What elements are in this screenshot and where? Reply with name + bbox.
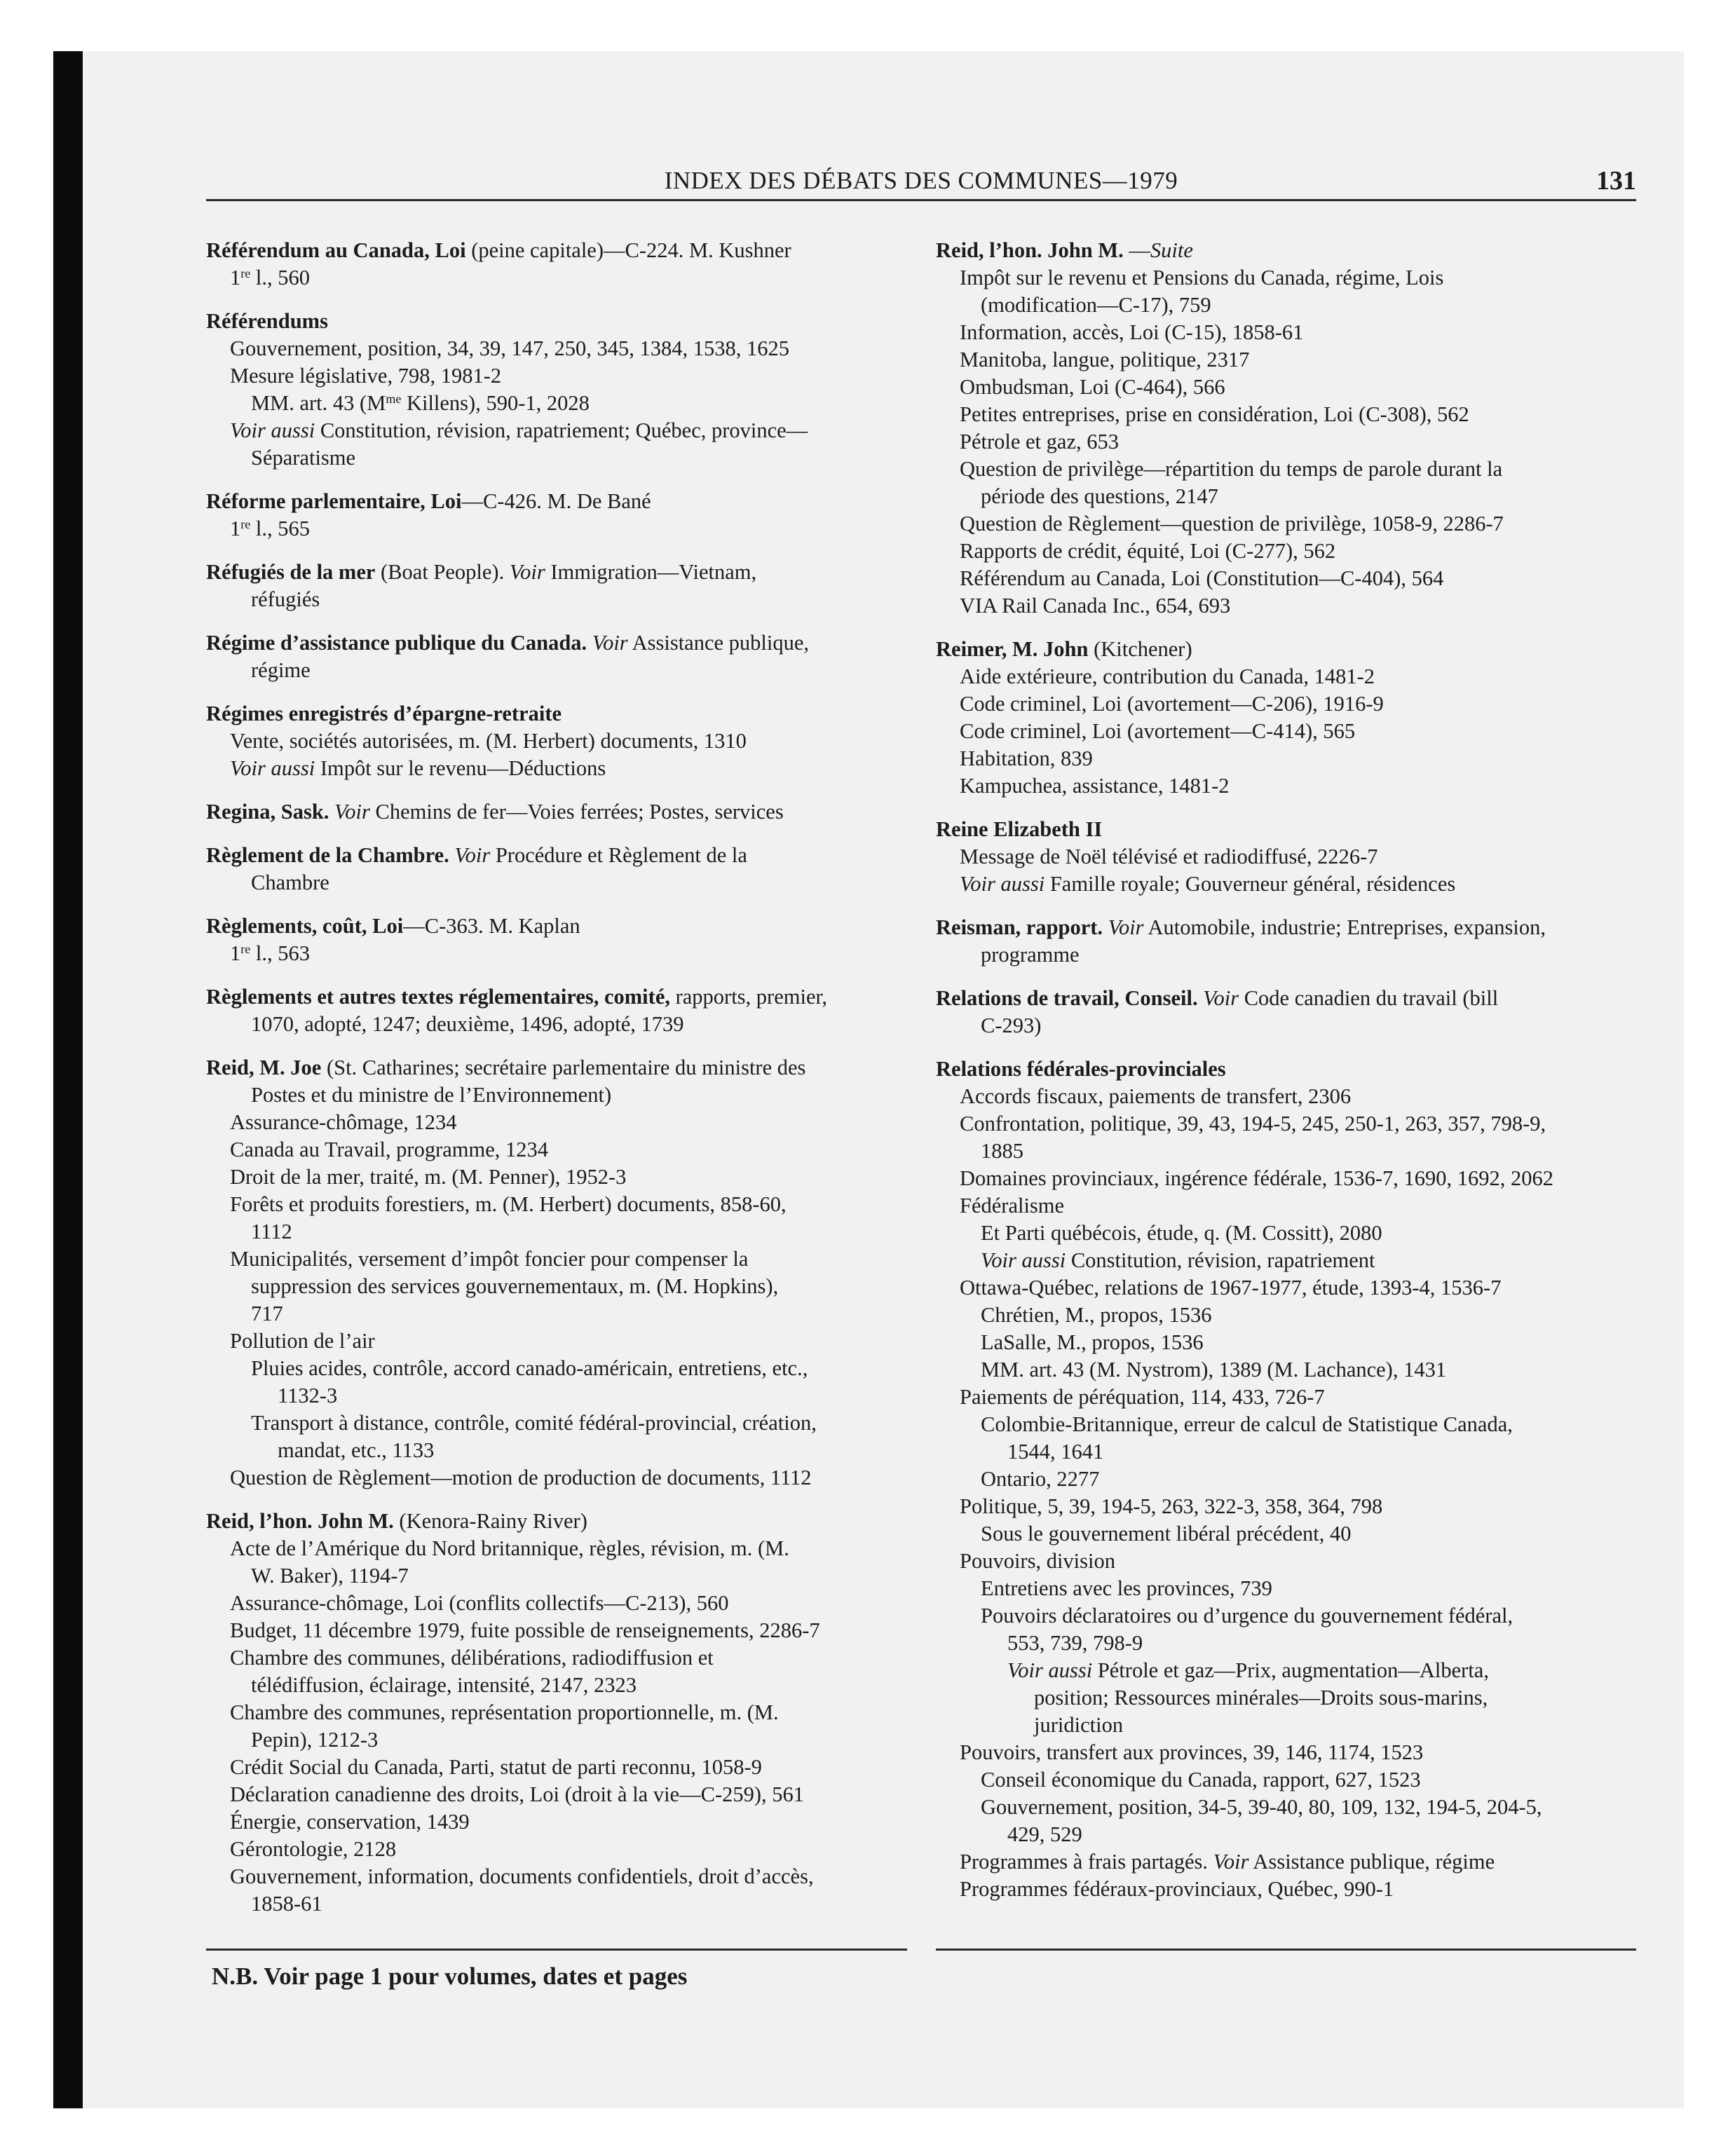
index-entry-line: [206, 1082, 925, 1109]
entry-text: juridiction: [1034, 1713, 1124, 1737]
entry-text: 1: [230, 941, 241, 965]
entry-heading: Règlements, coût, Loi: [206, 914, 404, 938]
index-entry-line: [936, 1329, 1640, 1356]
entry-text: 1070, adopté, 1247; deuxième, 1496, adopté, 1739: [251, 1012, 684, 1036]
entry-text: Assurance-chômage, Loi (conflits collectifs—C-213), 560: [230, 1591, 729, 1615]
cross-reference-label: Voir aussi: [1007, 1658, 1093, 1682]
entry-text: Chambre: [251, 871, 329, 894]
entry-text: Déclaration canadienne des droits, Loi (droit à la vie—C-259), 561: [230, 1782, 805, 1806]
entry-heading: Reid, M. Joe: [206, 1056, 322, 1079]
entry-heading: Reid, l’hon. John M.: [206, 1509, 394, 1533]
index-entry-heading-line: [206, 559, 925, 586]
index-entry-line: [936, 1384, 1640, 1411]
index-entry-line: [206, 1672, 925, 1699]
entry-text: Postes et du ministre de l’Environnement): [251, 1083, 612, 1107]
index-entry: [206, 629, 925, 684]
page-number: 131: [1596, 166, 1636, 196]
entry-text: Automobile, industrie; Entreprises, expansion,: [1143, 915, 1546, 939]
index-entry: [206, 842, 925, 896]
index-entry-line: [206, 1562, 925, 1590]
index-entry-line: [206, 515, 925, 543]
entry-text: programme: [981, 943, 1080, 967]
entry-text: 717: [251, 1302, 283, 1325]
index-entry-line: [936, 292, 1640, 319]
entry-text: Gouvernement, position, 34, 39, 147, 250, 345, 1384, 1538, 1625: [230, 336, 790, 360]
index-entry-heading-line: [936, 1056, 1640, 1083]
index-entry-line: [206, 1644, 925, 1672]
entry-text: Kampuchea, assistance, 1481-2: [960, 774, 1230, 798]
entry-heading: Règlements et autres textes réglementaires, comité,: [206, 985, 670, 1009]
index-entry: [206, 983, 925, 1038]
entry-text: Droit de la mer, traité, m. (M. Penner), 1952-3: [230, 1165, 627, 1189]
index-entry-heading-line: [206, 629, 925, 657]
index-entry-line: [936, 1821, 1640, 1848]
entry-text: Pouvoirs déclaratoires ou d’urgence du gouvernement fédéral,: [981, 1604, 1513, 1628]
entry-text: Pétrole et gaz—Prix, augmentation—Alberta,: [1092, 1658, 1489, 1682]
index-entry-line: [206, 1754, 925, 1781]
index-entry-line: [206, 1164, 925, 1191]
index-entry: [206, 488, 925, 543]
index-entry-heading-line: [206, 983, 925, 1011]
entry-text: Forêts et produits forestiers, m. (M. Herbert) documents, 858-60,: [230, 1192, 787, 1216]
entry-text: Chambre des communes, délibérations, radiodiffusion et: [230, 1646, 714, 1670]
entry-text: (Kenora-Rainy River): [393, 1509, 587, 1533]
index-entry-line: [936, 1602, 1640, 1630]
index-entry-line: [206, 1328, 925, 1355]
footer-rule-right: [936, 1949, 1636, 1951]
entry-text: Assistance publique, régime: [1248, 1850, 1495, 1874]
index-entry-line: [206, 1109, 925, 1136]
index-entry-line: [206, 1437, 925, 1464]
index-entry-line: [206, 1011, 925, 1038]
index-entry-line: [936, 592, 1640, 620]
entry-text: Gérontologie, 2128: [230, 1837, 397, 1861]
index-entry-line: [206, 264, 925, 292]
entry-text: Vente, sociétés autorisées, m. (M. Herbert) documents, 1310: [230, 729, 747, 753]
index-entry: [206, 559, 925, 613]
index-entry-line: [936, 941, 1640, 969]
entry-text: Mesure législative, 798, 1981-2: [230, 364, 502, 388]
entry-text: (St. Catharines; secrétaire parlementaire du ministre des: [321, 1056, 806, 1079]
entry-text: C-293): [981, 1014, 1042, 1037]
entry-text: Séparatisme: [251, 446, 356, 470]
index-entry-heading-line: [206, 798, 925, 826]
entry-text: 429, 529: [1007, 1822, 1082, 1846]
entry-text: Question de Règlement—motion de production de documents, 1112: [230, 1466, 812, 1489]
index-entry-line: [206, 1863, 925, 1890]
index-entry: [936, 914, 1640, 969]
entry-text: Pouvoirs, division: [960, 1549, 1116, 1573]
index-entry-heading-line: [206, 1054, 925, 1082]
entry-text: Aide extérieure, contribution du Canada, 1481-2: [960, 664, 1375, 688]
index-entry-heading-line: [206, 842, 925, 869]
binding-edge: [53, 51, 83, 2108]
entry-text: Constitution, révision, rapatriement: [1066, 1248, 1375, 1272]
index-entry-line: [206, 1136, 925, 1164]
index-entry-heading-line: [206, 308, 925, 335]
entry-text: 1858-61: [251, 1892, 322, 1916]
entry-text: Entretiens avec les provinces, 739: [981, 1576, 1272, 1600]
index-entry: [936, 237, 1640, 620]
entry-text: W. Baker), 1194-7: [251, 1564, 409, 1588]
entry-text: [587, 631, 592, 655]
entry-heading: Réforme parlementaire, Loi: [206, 489, 462, 513]
entry-text: Impôt sur le revenu et Pensions du Canada, régime, Lois: [960, 266, 1444, 289]
entry-text: (Boat People).: [375, 560, 510, 584]
entry-text: Information, accès, Loi (C-15), 1858-61: [960, 320, 1304, 344]
index-entry-line: [206, 1617, 925, 1644]
index-entry-line: [936, 871, 1640, 898]
entry-text: suppression des services gouvernementaux, m. (M. Hopkins),: [251, 1274, 779, 1298]
cross-reference-label: Voir aussi: [981, 1248, 1066, 1272]
index-entry-line: [936, 1548, 1640, 1575]
index-entry-line: [936, 1794, 1640, 1821]
index-entry-line: [936, 1247, 1640, 1274]
entry-text: Pepin), 1212-3: [251, 1728, 379, 1752]
index-entry: [206, 237, 925, 292]
index-entry-line: [936, 374, 1640, 401]
entry-text: —: [1123, 238, 1150, 262]
index-entry-line: [936, 1712, 1640, 1739]
entry-text: Chemins de fer—Voies ferrées; Postes, services: [369, 800, 784, 824]
index-entry: [936, 816, 1640, 898]
footer-rule-left: [206, 1949, 907, 1951]
index-entry-line: [206, 1218, 925, 1246]
entry-text: 553, 739, 798-9: [1007, 1631, 1143, 1655]
entry-text: rapports, premier,: [669, 985, 828, 1009]
index-entry-line: [206, 1246, 925, 1273]
cross-reference-label: Voir aussi: [960, 872, 1045, 896]
entry-text: Petites entreprises, prise en considération, Loi (C-308), 562: [960, 402, 1469, 426]
entry-text: —C-426. M. De Bané: [461, 489, 651, 513]
entry-heading: Reine Elizabeth II: [936, 817, 1103, 841]
index-entry-line: [936, 346, 1640, 374]
entry-heading: Réfugiés de la mer: [206, 560, 376, 584]
entry-text: Acte de l’Amérique du Nord britannique, règles, révision, m. (M.: [230, 1536, 789, 1560]
entry-text: l., 563: [250, 941, 310, 965]
index-entry-line: [206, 1355, 925, 1382]
index-entry-line: [936, 1356, 1640, 1384]
index-entry-line: [936, 456, 1640, 483]
entry-text: Sous le gouvernement libéral précédent, 40: [981, 1522, 1352, 1546]
index-entry-line: [936, 1012, 1640, 1039]
entry-text: position; Ressources minérales—Droits sous-marins,: [1034, 1686, 1488, 1710]
index-entry-line: [936, 428, 1640, 456]
index-entry-line: [936, 1739, 1640, 1766]
entry-text: Question de Règlement—question de privilège, 1058-9, 2286-7: [960, 512, 1504, 535]
index-entry-line: [206, 755, 925, 782]
index-entry-line: [936, 319, 1640, 346]
index-entry-line: [206, 1273, 925, 1300]
index-entry-line: [936, 1684, 1640, 1712]
index-entry-line: [936, 1630, 1640, 1657]
entry-heading: Relations fédérales-provinciales: [936, 1057, 1226, 1081]
index-entry-heading-line: [936, 816, 1640, 843]
index-entry-line: [936, 1848, 1640, 1876]
cross-reference-label: Suite: [1150, 238, 1193, 262]
index-entry-line: [206, 1726, 925, 1754]
entry-text: MM. art. 43 (M: [251, 391, 386, 415]
entry-text: Programmes fédéraux-provinciaux, Québec, 990-1: [960, 1877, 1394, 1901]
entry-text: Ombudsman, Loi (C-464), 566: [960, 375, 1225, 399]
entry-text: Immigration—Vietnam,: [545, 560, 757, 584]
index-entry-line: [936, 264, 1640, 292]
entry-text: —C-363. M. Kaplan: [403, 914, 580, 938]
index-entry-line: [936, 718, 1640, 745]
entry-text: Domaines provinciaux, ingérence fédérale, 1536-7, 1690, 1692, 2062: [960, 1166, 1553, 1190]
entry-text: Impôt sur le revenu—Déductions: [315, 756, 606, 780]
entry-text: Référendum au Canada, Loi (Constitution—C-404), 564: [960, 566, 1444, 590]
entry-text: l., 565: [250, 517, 310, 540]
index-entry-line: [206, 940, 925, 967]
index-entry-line: [206, 728, 925, 755]
entry-text: Canada au Travail, programme, 1234: [230, 1138, 549, 1161]
index-entry-line: [936, 1083, 1640, 1110]
entry-text: Programmes à frais partagés.: [960, 1850, 1213, 1874]
entry-text: Ottawa-Québec, relations de 1967-1977, étude, 1393-4, 1536-7: [960, 1276, 1502, 1299]
entry-text: mandat, etc., 1133: [278, 1438, 435, 1462]
entry-text: MM. art. 43 (M. Nystrom), 1389 (M. Lachance), 1431: [981, 1358, 1447, 1381]
index-entry: [206, 1054, 925, 1492]
index-entry-line: [206, 417, 925, 444]
index-entry-line: [936, 1165, 1640, 1192]
superscript: re: [240, 942, 251, 956]
index-entry-line: [936, 1766, 1640, 1794]
entry-text: Famille royale; Gouverneur général, résidences: [1045, 872, 1456, 896]
cross-reference-label: Voir: [334, 800, 370, 824]
entry-text: Municipalités, versement d’impôt foncier pour compenser la: [230, 1247, 749, 1271]
index-entry-line: [936, 1520, 1640, 1548]
index-entry-line: [936, 690, 1640, 718]
index-entry-line: [936, 1411, 1640, 1438]
entry-text: 1885: [981, 1139, 1023, 1163]
cross-reference-label: Voir: [1203, 986, 1239, 1010]
entry-text: Fédéralisme: [960, 1194, 1065, 1217]
entry-text: Manitoba, langue, politique, 2317: [960, 348, 1250, 371]
entry-text: Paiements de péréquation, 114, 433, 726-7: [960, 1385, 1325, 1409]
index-entry-line: [936, 1466, 1640, 1493]
index-entry-line: [206, 1382, 925, 1410]
index-entry-line: [936, 1438, 1640, 1466]
index-entry-line: [206, 335, 925, 362]
index-entry-line: [936, 745, 1640, 772]
index-column-right: [936, 237, 1640, 1919]
index-entry-heading-line: [206, 237, 925, 264]
entry-text: Politique, 5, 39, 194-5, 263, 322-3, 358, 364, 798: [960, 1494, 1383, 1518]
entry-text: Accords fiscaux, paiements de transfert, 2306: [960, 1084, 1352, 1108]
index-entry-line: [206, 1890, 925, 1918]
index-entry-line: [206, 1191, 925, 1218]
index-entry-line: [206, 869, 925, 896]
index-entry-line: [936, 843, 1640, 871]
entry-text: 1: [230, 266, 241, 289]
index-entry-line: [936, 1657, 1640, 1684]
entry-text: réfugiés: [251, 587, 320, 611]
cross-reference-label: Voir aussi: [230, 418, 315, 442]
index-entry-line: [936, 1876, 1640, 1903]
entry-text: Code criminel, Loi (avortement—C-206), 1916-9: [960, 692, 1384, 716]
cross-reference-label: Voir: [509, 560, 545, 584]
index-entry-line: [936, 1302, 1640, 1329]
entry-heading: Regina, Sask.: [206, 800, 329, 824]
entry-text: 1: [230, 517, 241, 540]
entry-text: Procédure et Règlement de la: [490, 843, 747, 867]
entry-text: l., 560: [250, 266, 310, 289]
entry-text: 1112: [251, 1220, 292, 1243]
entry-text: Pouvoirs, transfert aux provinces, 39, 146, 1174, 1523: [960, 1740, 1424, 1764]
entry-heading: Régimes enregistrés d’épargne-retraite: [206, 702, 562, 725]
index-entry-heading-line: [936, 636, 1640, 663]
entry-heading: Reid, l’hon. John M.: [936, 238, 1124, 262]
index-entry-heading-line: [206, 488, 925, 515]
index-entry-line: [936, 1493, 1640, 1520]
entry-text: Question de privilège—répartition du temps de parole durant la: [960, 457, 1503, 481]
entry-text: Rapports de crédit, équité, Loi (C-277), 562: [960, 539, 1336, 563]
index-entry: [936, 636, 1640, 800]
index-entry-line: [936, 772, 1640, 800]
index-entry: [936, 1056, 1640, 1903]
entry-text: Et Parti québécois, étude, q. (M. Cossitt), 2080: [981, 1221, 1382, 1245]
index-entry-line: [206, 1836, 925, 1863]
entry-text: Colombie-Britannique, erreur de calcul de Statistique Canada,: [981, 1412, 1513, 1436]
index-entry: [936, 985, 1640, 1039]
index-entry-line: [936, 1575, 1640, 1602]
superscript: me: [386, 392, 402, 406]
index-entry-line: [206, 1699, 925, 1726]
entry-text: VIA Rail Canada Inc., 654, 693: [960, 594, 1231, 618]
entry-text: 1544, 1641: [1007, 1440, 1104, 1464]
entry-heading: Reisman, rapport.: [936, 915, 1103, 939]
entry-text: Habitation, 839: [960, 746, 1093, 770]
index-entry: [206, 308, 925, 472]
index-entry-line: [206, 444, 925, 472]
index-entry-line: [206, 1464, 925, 1492]
index-entry-line: [936, 1274, 1640, 1302]
entry-text: [1103, 915, 1108, 939]
index-entry: [206, 1508, 925, 1918]
index-entry-line: [936, 401, 1640, 428]
cross-reference-label: Voir: [1213, 1850, 1249, 1874]
entry-text: télédiffusion, éclairage, intensité, 2147, 2323: [251, 1673, 637, 1697]
entry-text: période des questions, 2147: [981, 484, 1218, 508]
index-entry-line: [936, 663, 1640, 690]
index-entry-line: [206, 362, 925, 390]
index-entry-line: [206, 1781, 925, 1808]
index-entry-line: [206, 390, 925, 417]
index-entry-line: [936, 1192, 1640, 1220]
entry-text: Budget, 11 décembre 1979, fuite possible de renseignements, 2286-7: [230, 1618, 820, 1642]
entry-text: Confrontation, politique, 39, 43, 194-5, 245, 250-1, 263, 357, 798-9,: [960, 1112, 1546, 1135]
index-entry: [206, 798, 925, 826]
index-entry-line: [936, 1110, 1640, 1138]
cross-reference-label: Voir: [592, 631, 628, 655]
entry-text: Code criminel, Loi (avortement—C-414), 565: [960, 719, 1356, 743]
index-entry-heading-line: [936, 237, 1640, 264]
entry-text: régime: [251, 658, 311, 682]
index-entry-line: [936, 1138, 1640, 1165]
index-entry-line: [936, 538, 1640, 565]
entry-text: Gouvernement, information, documents confidentiels, droit d’accès,: [230, 1864, 814, 1888]
index-entry-heading-line: [206, 913, 925, 940]
entry-heading: Référendum au Canada, Loi: [206, 238, 466, 262]
entry-text: Constitution, révision, rapatriement; Québec, province—: [315, 418, 808, 442]
entry-text: Assurance-chômage, 1234: [230, 1110, 457, 1134]
superscript: re: [240, 517, 251, 531]
index-entry-line: [936, 565, 1640, 592]
index-entry-line: [206, 1808, 925, 1836]
entry-text: Énergie, conservation, 1439: [230, 1810, 470, 1834]
superscript: re: [240, 266, 251, 280]
entry-heading: Reimer, M. John: [936, 637, 1089, 661]
entry-text: Crédit Social du Canada, Parti, statut de parti reconnu, 1058-9: [230, 1755, 762, 1779]
entry-text: Conseil économique du Canada, rapport, 627, 1523: [981, 1768, 1421, 1792]
index-entry-line: [206, 1410, 925, 1437]
entry-text: (Kitchener): [1088, 637, 1192, 661]
entry-text: Chrétien, M., propos, 1536: [981, 1303, 1212, 1327]
index-entry-heading-line: [936, 985, 1640, 1012]
entry-text: (modification—C-17), 759: [981, 293, 1211, 317]
index-entry-heading-line: [206, 700, 925, 728]
entry-heading: Régime d’assistance publique du Canada.: [206, 631, 587, 655]
entry-heading: Règlement de la Chambre.: [206, 843, 449, 867]
entry-text: [329, 800, 334, 824]
cross-reference-label: Voir: [1108, 915, 1144, 939]
entry-text: Assistance publique,: [627, 631, 810, 655]
index-entry: [206, 700, 925, 782]
index-entry-line: [206, 586, 925, 613]
entry-text: Chambre des communes, représentation proportionnelle, m. (M.: [230, 1700, 779, 1724]
entry-text: Message de Noël télévisé et radiodiffusé, 2226-7: [960, 845, 1378, 868]
entry-text: Gouvernement, position, 34-5, 39-40, 80, 109, 132, 194-5, 204-5,: [981, 1795, 1542, 1819]
index-entry-heading-line: [206, 1508, 925, 1535]
index-entry-line: [206, 1300, 925, 1328]
index-entry-line: [936, 483, 1640, 510]
entry-text: Transport à distance, contrôle, comité fédéral-provincial, création,: [251, 1411, 817, 1435]
index-column-left: [206, 237, 925, 1934]
index-entry: [206, 913, 925, 967]
index-entry-line: [206, 1535, 925, 1562]
entry-heading: Référendums: [206, 309, 328, 333]
cross-reference-label: Voir: [454, 843, 491, 867]
entry-text: Ontario, 2277: [981, 1467, 1100, 1491]
entry-text: Pétrole et gaz, 653: [960, 430, 1119, 453]
entry-heading: Relations de travail, Conseil.: [936, 986, 1198, 1010]
index-entry-heading-line: [936, 914, 1640, 941]
entry-text: LaSalle, M., propos, 1536: [981, 1330, 1204, 1354]
page-title: INDEX DES DÉBATS DES COMMUNES—1979: [664, 167, 1178, 194]
entry-text: 1132-3: [278, 1384, 338, 1407]
footnote: N.B. Voir page 1 pour volumes, dates et pages: [212, 1963, 688, 1990]
cross-reference-label: Voir aussi: [230, 756, 315, 780]
index-entry-line: [936, 510, 1640, 538]
entry-text: (peine capitale)—C-224. M. Kushner: [465, 238, 791, 262]
entry-text: Killens), 590-1, 2028: [401, 391, 590, 415]
running-header: [206, 163, 1636, 201]
index-entry-line: [206, 657, 925, 684]
entry-text: Pollution de l’air: [230, 1329, 375, 1353]
entry-text: Code canadien du travail (bill: [1239, 986, 1499, 1010]
index-entry-line: [206, 1590, 925, 1617]
entry-text: Pluies acides, contrôle, accord canado-américain, entretiens, etc.,: [251, 1356, 808, 1380]
index-entry-line: [936, 1220, 1640, 1247]
